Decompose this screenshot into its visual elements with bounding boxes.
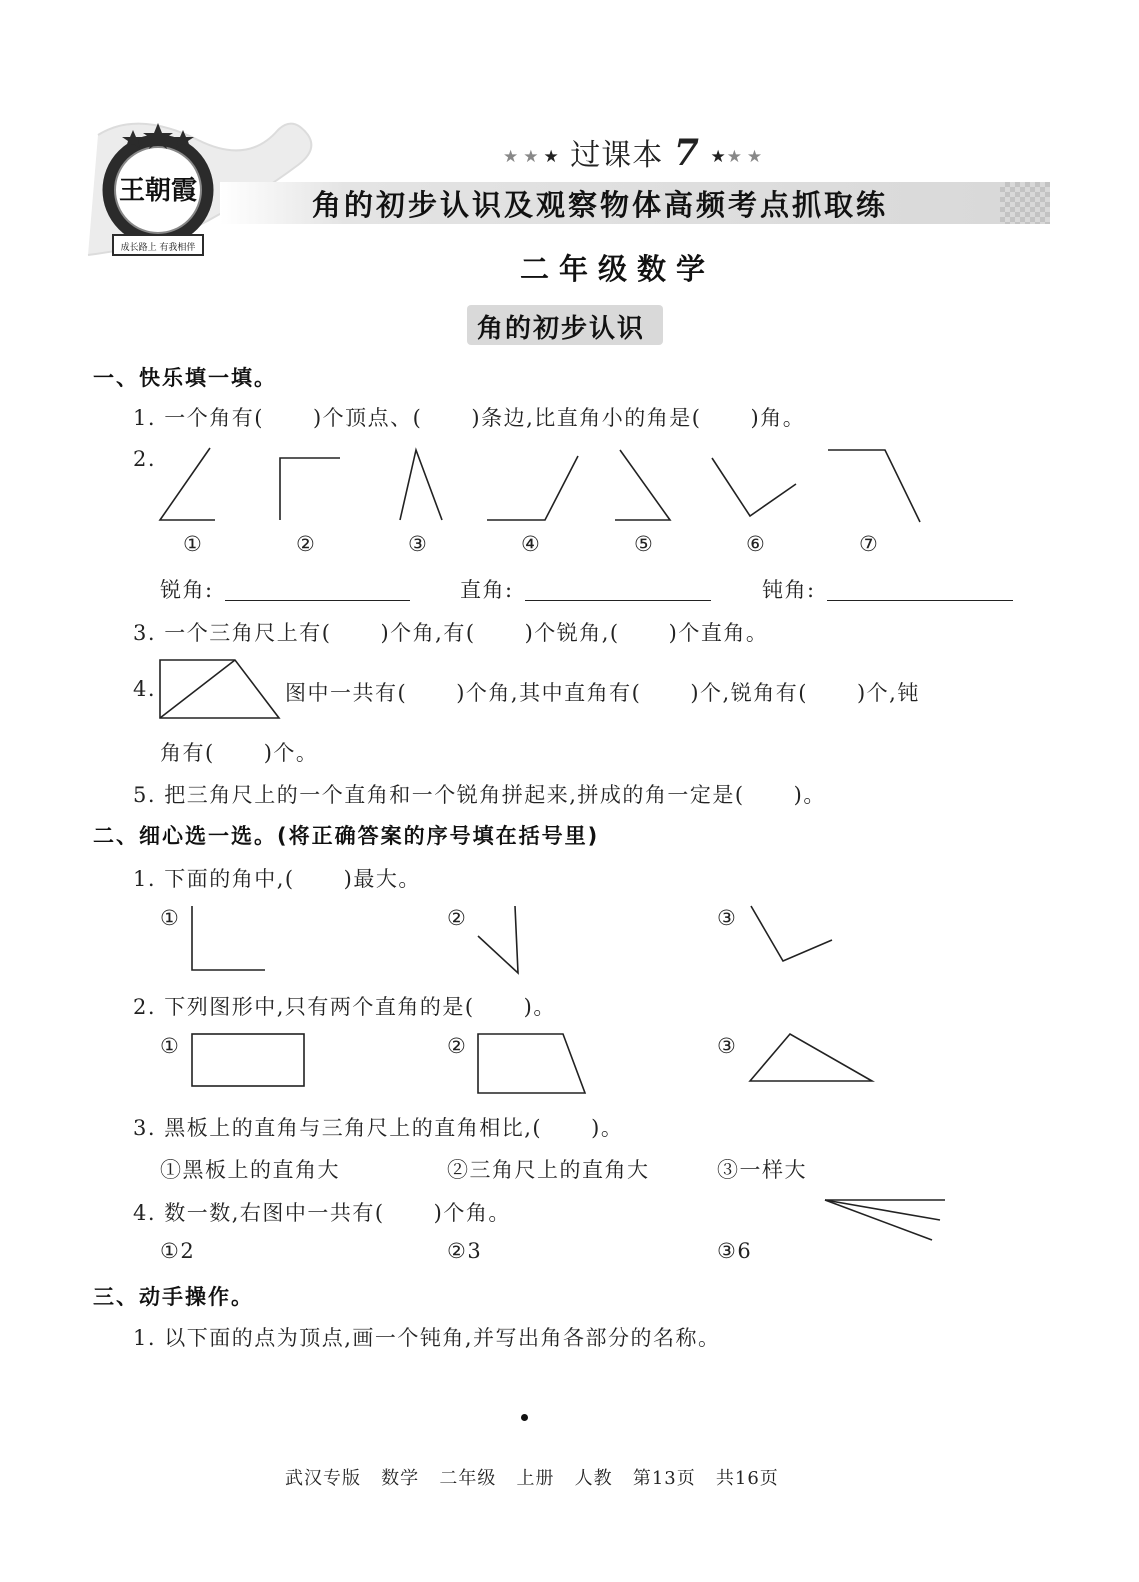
section-title: 角的初步认识 (477, 314, 646, 344)
angle-label-4: ④ (521, 532, 540, 556)
angle-figure-1 (160, 448, 215, 520)
logo-text: 王朝霞 (118, 176, 198, 206)
part3-question-1: 1. 以下面的点为顶点,画一个钝角,并写出角各部分的名称。 (133, 1326, 721, 1350)
part1-heading: 一、快乐填一填。 (93, 366, 277, 390)
angle-figures (150, 440, 940, 535)
part2-question-3: 3. 黑板上的直角与三角尺上的直角相比,( )。 (133, 1116, 624, 1140)
p2q4-option-3: ③6 (717, 1239, 753, 1263)
p2q1-option-2-mark: ② (447, 906, 466, 930)
grade-title: 二年级数学 (520, 252, 716, 286)
angle-label-2: ② (296, 532, 315, 556)
p2q1-option-1-mark: ① (160, 906, 179, 930)
part1-question-3: 3. 一个三角尺上有( )个角,有( )个锐角,( )个直角。 (133, 621, 769, 645)
part1-question-5: 5. 把三角尺上的一个直角和一个锐角拼起来,拼成的角一定是( )。 (133, 783, 826, 807)
part2-q2-shapes (180, 1025, 880, 1100)
part1-question-2-number: 2. (133, 447, 157, 471)
angle-figure-6 (712, 458, 796, 516)
part2-q1-angles (180, 898, 860, 983)
ray-angle-figure (820, 1190, 950, 1245)
part1-question-4-number: 4. (133, 677, 157, 701)
p2q1-angle-1 (192, 906, 265, 970)
angle-label-5: ⑤ (634, 532, 653, 556)
p2q2-triangle (750, 1034, 872, 1081)
logo-slogan: 成长路上 有我相伴 (120, 243, 196, 253)
right-label: 直角: (460, 578, 514, 602)
angle-figure-3 (400, 450, 442, 520)
p2q2-option-1-mark: ① (160, 1034, 179, 1058)
p2q3-option-3: ③一样大 (717, 1158, 807, 1182)
obtuse-answer-line[interactable] (827, 600, 1013, 601)
series-label: ★★★ 过课本 7 ★★★ (503, 132, 768, 174)
rectangle-triangle-figure (155, 655, 285, 723)
obtuse-label: 钝角: (762, 578, 816, 602)
main-title: 角的初步认识及观察物体高频考点抓取练 (312, 188, 889, 222)
angle-label-3: ③ (408, 532, 427, 556)
part2-question-1: 1. 下面的角中,( )最大。 (133, 867, 421, 891)
p2q4-option-2: ②3 (447, 1239, 483, 1263)
angle-label-1: ① (183, 532, 202, 556)
angle-label-7: ⑦ (859, 532, 878, 556)
p2q3-option-1: ①黑板上的直角大 (160, 1158, 340, 1182)
p2q1-angle-2 (478, 906, 518, 973)
p2q2-rectangle (192, 1034, 304, 1086)
acute-label: 锐角: (160, 578, 214, 602)
series-number: 7 (673, 132, 700, 174)
p2q2-option-3-mark: ③ (717, 1034, 736, 1058)
series-label-text: 过课本 (570, 138, 664, 173)
acute-answer-line[interactable] (225, 600, 410, 601)
right-answer-line[interactable] (525, 600, 711, 601)
angle-label-6: ⑥ (746, 532, 765, 556)
p2q2-trapezoid (478, 1034, 585, 1093)
p2q4-option-1: ①2 (160, 1239, 196, 1263)
angle-figure-2 (280, 458, 340, 520)
part2-question-2: 2. 下列图形中,只有两个直角的是( )。 (133, 995, 556, 1019)
p2q1-angle-3 (751, 906, 832, 961)
p2q2-option-2-mark: ② (447, 1034, 466, 1058)
part2-heading: 二、细心选一选。(将正确答案的序号填在括号里) (93, 824, 600, 848)
part3-heading: 三、动手操作。 (93, 1285, 254, 1309)
part1-question-4-continued: 角有( )个。 (160, 741, 319, 765)
part2-question-4: 4. 数一数,右图中一共有( )个角。 (133, 1201, 511, 1225)
angle-figure-4 (487, 456, 578, 520)
angle-figure-7 (828, 450, 920, 522)
vertex-dot[interactable] (521, 1414, 528, 1421)
part1-question-4: 图中一共有( )个角,其中直角有( )个,锐角有( )个,钝 (285, 681, 920, 705)
p2q3-option-2: ②三角尺上的直角大 (447, 1158, 650, 1182)
p2q1-option-3-mark: ③ (717, 906, 736, 930)
part1-question-1: 1. 一个角有( )个顶点、( )条边,比直角小的角是( )角。 (133, 406, 806, 430)
page-footer: 武汉专版 数学 二年级 上册 人教 第13页 共16页 (285, 1468, 779, 1489)
angle-figure-5 (615, 450, 670, 520)
